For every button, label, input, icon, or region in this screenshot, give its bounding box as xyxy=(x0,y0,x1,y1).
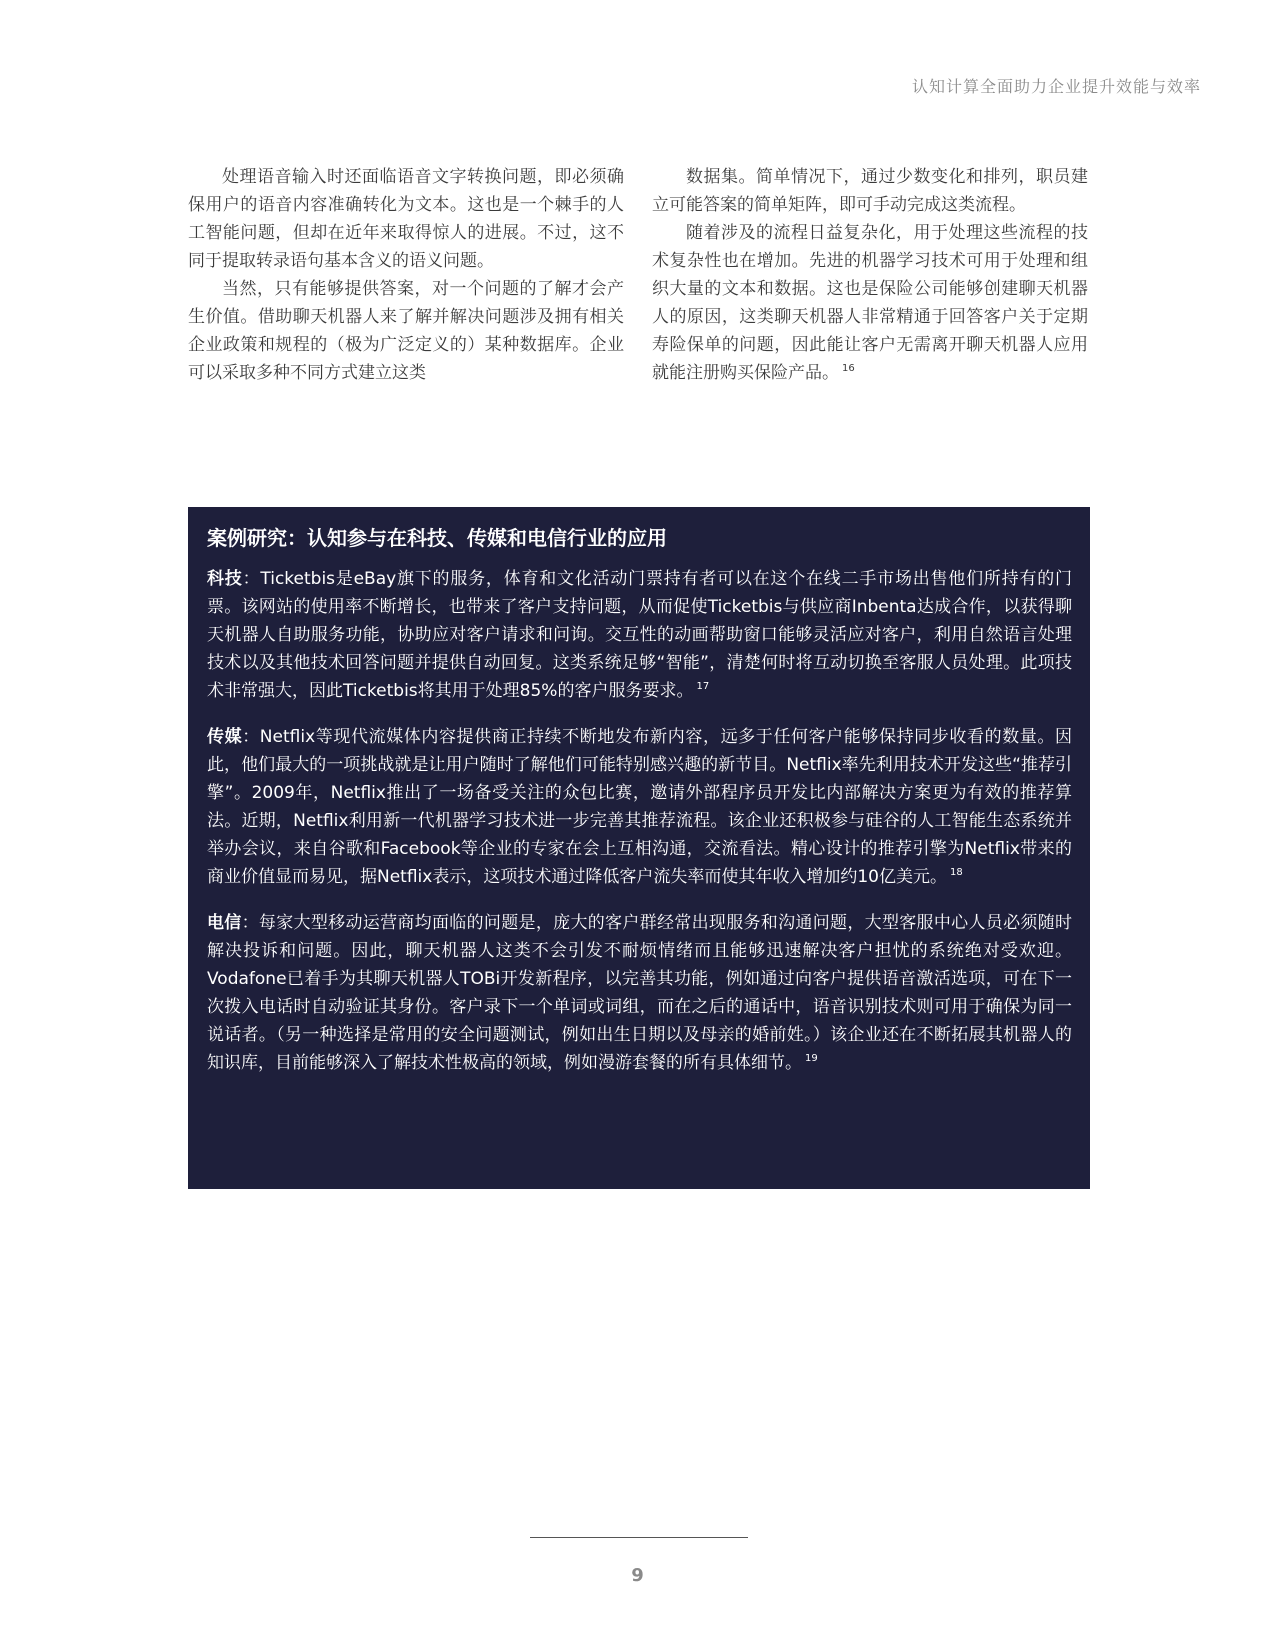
case-study-telecom xyxy=(207,909,1072,1077)
section-text: ：每家大型移动运营商均面临的问题是，庞大的客户群经常出现服务和沟通问题，大型客服中心人员必须随时解决投诉和问题。因此，聊天机器人这类不会引发不耐烦情绪而且能够迅速解决客户担忧的系统绝对受欢迎。Vodafone已着手为其聊天机器人TOBi开发新程序，以完善其功能，例如通过向客户提供语音激活选项，可在下一次拨入电话时自动验证其身份。客户录下一个单词或词组，而在之后的通话中，语音识别技术则可用于确保为同一说话者。（另一种选择是常用的安全问题测试，例如出生日期以及母亲的婚前姓。）该企业还在不断拓展其机器人的知识库，目前能够深入了解技术性极高的领域，例如漫游套餐的所有具体细节。 xyxy=(207,913,1073,1073)
case-study-box xyxy=(188,507,1090,1189)
section-lead: 科技 xyxy=(207,569,243,589)
running-header-title: 认知计算全面助力企业提升效能与效率 xyxy=(911,77,1201,96)
two-column-body xyxy=(188,163,1088,387)
case-study-tech xyxy=(207,565,1072,705)
body-paragraph: 当然，只有能够提供答案，对一个问题的了解才会产生价值。借助聊天机器人来了解并解决问题涉及拥有相关企业政策和规程的（极为广泛定义的）某种数据库。企业可以采取多种不同方式建立这类 xyxy=(188,279,624,383)
case-study-title: 案例研究：认知参与在科技、传媒和电信行业的应用 xyxy=(207,526,667,550)
section-text: ：Netflix等现代流媒体内容提供商正持续不断地发布新内容，远多于任何客户能够保持同步收看的数量。因此，他们最大的一项挑战就是让用户随时了解他们可能特别感兴趣的新节目。Netflix率先利用技术开发这些“推荐引擎”。2009年，Netflix推出了一场备受关注的众包比赛，邀请外部程序员开发比内部解决方案更为有效的推荐算法。近期，Netflix利用新一代机器学习技术进一步完善其推荐流程。该企业还积极参与硅谷的人工智能生态系统并举办会议，来自谷歌和Facebook等企业的专家在会上互相沟通，交流看法。精心设计的推荐引擎为Netflix带来的商业价值显而易见，据Netflix表示，这项技术通过降低客户流失率而使其年收入增加约10亿美元。 xyxy=(207,727,1072,887)
body-paragraph: 处理语音输入时还面临语音文字转换问题，即必须确保用户的语音内容准确转化为文本。这也是一个棘手的人工智能问题，但却在近年来取得惊人的进展。不过，这不同于提取转录语句基本含义的语义问题。 xyxy=(188,167,624,271)
footnote-reference: 19 xyxy=(805,1053,818,1065)
footnote-reference: 16 xyxy=(842,363,855,375)
case-study-media xyxy=(207,723,1072,891)
section-lead: 电信 xyxy=(207,913,242,933)
right-column xyxy=(652,163,1088,387)
section-text: ：Ticketbis是eBay旗下的服务，体育和文化活动门票持有者可以在这个在线二手市场出售他们所持有的门票。该网站的使用率不断增长，也带来了客户支持问题，从而促使Ticketbis与供应商Inbenta达成合作，以获得聊天机器人自助服务功能，协助应对客户请求和问询。交互性的动画帮助窗口能够灵活应对客户，利用自然语言处理技术以及其他技术回答问题并提供自动回复。这类系统足够“智能”，清楚何时将互动切换至客服人员处理。此项技术非常强大，因此Ticketbis将其用于处理85%的客户服务要求。 xyxy=(207,569,1073,701)
footnote-reference: 17 xyxy=(696,681,710,693)
body-paragraph xyxy=(652,219,1088,387)
body-paragraph: 数据集。简单情况下，通过少数变化和排列，职员建立可能答案的简单矩阵，即可手动完成这类流程。 xyxy=(652,167,1088,215)
footer-divider xyxy=(530,1537,748,1538)
footnote-reference: 18 xyxy=(949,867,963,879)
left-column xyxy=(188,163,624,387)
paragraph-text: 随着涉及的流程日益复杂化，用于处理这些流程的技术复杂性也在增加。先进的机器学习技术可用于处理和组织大量的文本和数据。这也是保险公司能够创建聊天机器人的原因，这类聊天机器人非常精通于回答客户关于定期寿险保单的问题，因此能让客户无需离开聊天机器人应用就能注册购买保险产品。 xyxy=(652,223,1088,383)
page-number: 9 xyxy=(631,1565,644,1586)
section-lead: 传媒 xyxy=(207,727,243,747)
